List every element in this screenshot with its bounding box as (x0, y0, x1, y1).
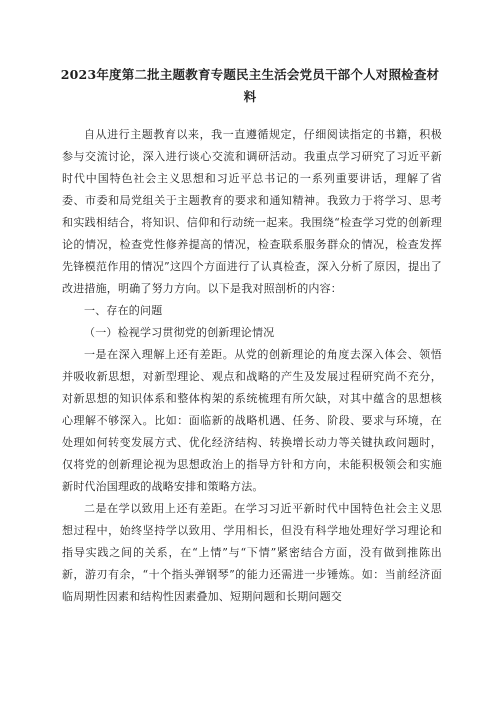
section-heading: 一、存在的问题 (84, 304, 163, 317)
body-paragraph-2: 二是在学以致用上还有差距。在学习习近平新时代中国特色社会主义思想过程中，始终坚持学以致用、学用相长，但没有科学地处理好学习理论和指导实践之间的关系，在“上情”与“下情”紧密结合方面，没有做到推陈出新，游刃有余，“十个指头弹钢琴”的能力还需进一步锤炼。如：当前经济面临周期性因素和结构性因素叠加、短期问题和长期问题交 (62, 502, 442, 603)
intro-paragraph: 自从进行主题教育以来，我一直遵循规定，仔细阅读指定的书籍，积极参与交流讨论，深入进行谈心交流和调研活动。我重点学习研究了习近平新时代中国特色社会主义思想和习近平总书记的一系列重要讲话，理解了省委、市委和局党组关于主题教育的要求和通知精神。我致力于将学习、思考和实践相结合，将知识、信仰和行动统一起来。我围绕“检查学习党的创新理论的情况，检查党性修养提高的情况，检查联系服务群众的情况，检查发挥先锋模范作用的情况”这四个方面进行了认真检查，深入分析了原因，提出了改进措施，明确了努力方向。以下是我对照剖析的内容： (62, 128, 442, 295)
body-paragraph-1: 一是在深入理解上还有差距。从党的创新理论的角度去深入体会、领悟并吸收新思想，对新型理论、观点和战略的产生及发展过程研究尚不充分，对新思想的知识体系和整体构架的系统梳理有所欠缺，对其中蕴含的思想核心理解不够深入。比如：面临新的战略机遇、任务、阶段、要求与环境，在处理如何转变发展方式、优化经济结构、转换增长动力等关键执政问题时，仅将党的创新理论视为思想政治上的指导方针和方向，未能积极领会和实施新时代治国理政的战略安排和策略方法。 (62, 348, 442, 493)
subsection-heading: （一）检视学习贯彻党的创新理论情况 (84, 326, 275, 339)
document-title: 2023年度第二批主题教育专题民主生活会党员干部个人对照检查材料 (60, 67, 440, 104)
document-body (62, 124, 442, 608)
